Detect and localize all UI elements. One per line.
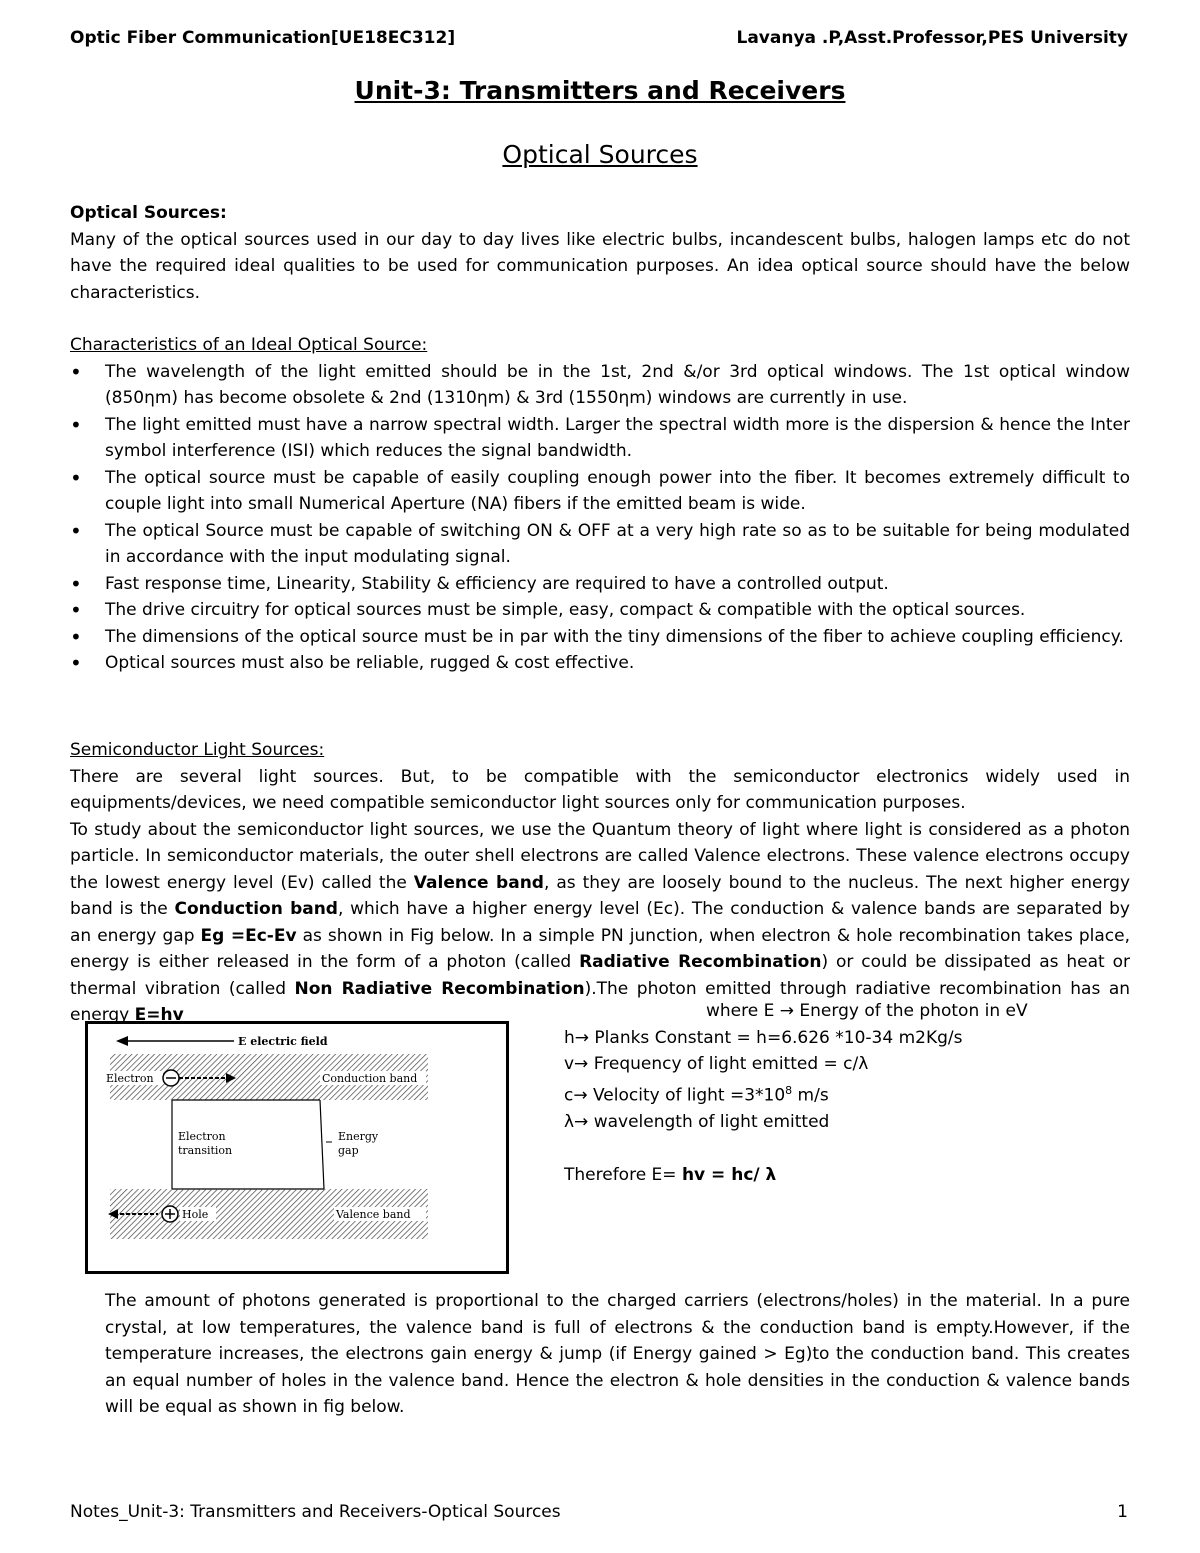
hole-label: Hole bbox=[182, 1208, 209, 1221]
list-item: • The wavelength of the light emitted should be in the 1st, 2nd &/or 3rd optical windows. The 1st optical window (850ηm) has become obsolete & 2nd (1310ηm) & 3rd (1550ηm) windows are currently in use. bbox=[70, 359, 1130, 412]
energy-formula: E=hv bbox=[134, 1005, 184, 1025]
semiconductor-para2: To study about the semiconductor light sources, we use the Quantum theory of light where light is considered as a photon particle. In semiconductor materials, the outer shell electrons are called Valence electrons. These valence electrons occupy the lowest energy level (Ev) called the Valence band, as they are loosely bound to the nucleus. The next higher energy band is the Conduction band, which have a higher energy level (Ec). The conduction & valence bands are separated by an energy gap Eg =Ec-Ev as shown in Fig below. In a simple PN junction, when electron & hole recombination takes place, energy is either released in the form of a photon (called Radiative Recombination) or could be dissipated as heat or thermal vibration (called Non Radiative Recombination).The photon emitted through radiative recombination has an energy E=hv bbox=[70, 819, 1131, 1025]
list-item: • The optical Source must be capable of switching ON & OFF at a very high rate so as to be suitable for being modulated in accordance with the input modulating signal. bbox=[70, 518, 1130, 571]
intro-section bbox=[70, 200, 1130, 306]
energy-band-diagram bbox=[88, 1024, 506, 1271]
unit-title: Unit-3: Transmitters and Receivers bbox=[354, 76, 846, 105]
efield-label: E electric field bbox=[238, 1035, 328, 1048]
semiconductor-para1: There are several light sources. But, to be compatible with the semiconductor electronics widely used in equipments/devices, we need compatible semiconductor light sources only for communication purposes. bbox=[70, 766, 1130, 813]
eq-therefore: Therefore E= hv = hc/ λ bbox=[564, 1164, 777, 1185]
electron-label: Electron bbox=[106, 1072, 154, 1085]
eq-where: where E → Energy of the photon in eV bbox=[706, 1001, 1028, 1021]
header-author: Lavanya .P,Asst.Professor,PES University bbox=[736, 28, 1128, 48]
valence-band-term: Valence band bbox=[413, 872, 544, 893]
list-item: • The light emitted must have a narrow spectral width. Larger the spectral width more is the dispersion & hence the Inter symbol interference (ISI) which reduces the signal bandwidth. bbox=[70, 412, 1130, 465]
non-radiative-term: Non Radiative Recombination bbox=[294, 978, 585, 999]
eq-frequency: v→ Frequency of light emitted = c/λ bbox=[564, 1054, 869, 1074]
energy-gap-term: Eg =Ec-Ev bbox=[200, 925, 297, 946]
eq-planck: h→ Planks Constant = h=6.626 *10-34 m2Kg/s bbox=[564, 1027, 963, 1048]
closing-section bbox=[105, 1288, 1130, 1421]
list-item: • Fast response time, Linearity, Stability & efficiency are required to have a controlled output. bbox=[70, 571, 1130, 598]
semiconductor-section bbox=[70, 737, 1130, 1029]
equations-block bbox=[564, 998, 1028, 1188]
intro-text: Many of the optical sources used in our day to day lives like electric bulbs, incandescent bulbs, halogen lamps etc do not have the required ideal qualities to be used for communication purposes. An idea optical source should have the below characteristics. bbox=[70, 229, 1130, 303]
gap-label-1: Energy bbox=[338, 1130, 379, 1143]
closing-paragraph: The amount of photons generated is proportional to the charged carriers (electrons/holes) in the material. In a pure crystal, at low temperatures, the valence band is full of electrons & the conduction band is empty.However, if the temperature increases, the electrons gain energy & jump (if Energy gained > Eg)to the conduction band. This creates an equal number of holes in the valence band. Hence the electron & hole densities in the conduction & valence bands will be equal as shown in fig below. bbox=[105, 1291, 1130, 1417]
conduction-band-term: Conduction band bbox=[174, 899, 338, 919]
characteristics-section bbox=[70, 332, 1130, 677]
characteristics-list bbox=[70, 359, 1130, 677]
footer-text: Notes_Unit-3: Transmitters and Receivers-Optical Sources bbox=[70, 1502, 561, 1522]
gap-label-2: gap bbox=[338, 1144, 359, 1157]
transition-label-1: Electron bbox=[178, 1130, 226, 1143]
semiconductor-heading: Semiconductor Light Sources: bbox=[70, 740, 325, 760]
eq-wavelength: λ→ wavelength of light emitted bbox=[564, 1111, 830, 1132]
section-title: Optical Sources bbox=[502, 140, 698, 169]
list-item: • Optical sources must also be reliable, rugged & cost effective. bbox=[70, 650, 1130, 677]
transition-label-2: transition bbox=[178, 1144, 233, 1157]
valence-label: Valence band bbox=[336, 1208, 411, 1221]
energy-band-figure bbox=[85, 1021, 509, 1274]
list-item: • The dimensions of the optical source must be in par with the tiny dimensions of the fiber to achieve coupling efficiency. bbox=[70, 624, 1130, 651]
eq-velocity: c→ Velocity of light $=3*10^8$ m/s bbox=[564, 1083, 829, 1106]
page-number: 1 bbox=[1117, 1502, 1128, 1522]
conduction-label: Conduction band bbox=[322, 1072, 418, 1085]
list-item: • The drive circuitry for optical sources must be simple, easy, compact & compatible with the optical sources. bbox=[70, 597, 1130, 624]
radiative-term: Radiative Recombination bbox=[579, 952, 822, 972]
characteristics-heading: Characteristics of an Ideal Optical Source: bbox=[70, 335, 428, 355]
header-course: Optic Fiber Communication[UE18EC312] bbox=[70, 28, 456, 48]
list-item: • The optical source must be capable of easily coupling enough power into the fiber. It becomes extremely difficult to couple light into small Numerical Aperture (NA) fibers if the emitted beam is wide. bbox=[70, 465, 1130, 518]
electric-field-arrow bbox=[116, 1036, 234, 1046]
intro-heading: Optical Sources: bbox=[70, 203, 227, 223]
